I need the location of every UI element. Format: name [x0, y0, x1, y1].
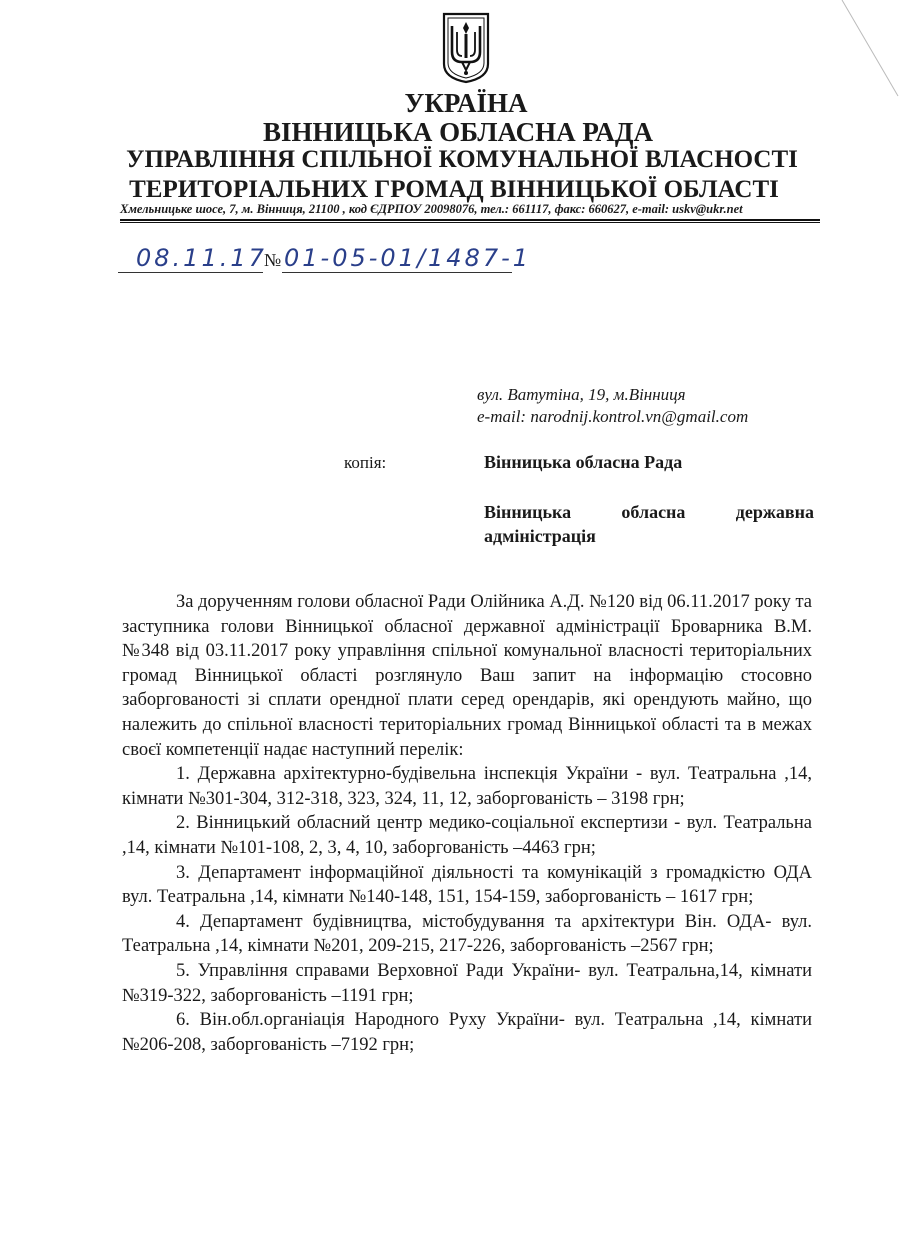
- addressee-email: e-mail: narodnij.kontrol.vn@gmail.com: [477, 407, 749, 426]
- header-department-line2: ТЕРИТОРІАЛЬНИХ ГРОМАД ВІННИЦЬКОЇ ОБЛАСТІ: [129, 176, 779, 203]
- copy-recipient-council: Вінницька обласна Рада: [484, 452, 683, 472]
- registration-date: 08.11.17: [136, 244, 267, 272]
- header-divider: [120, 222, 820, 223]
- debtor-item: 3. Департамент інформаційної діяльності та комунікацій з громадкістю ОДА вул. Театральна ,14, кімнати №140-148, 151, 154-159, заборгованість – 1617 грн;: [122, 862, 812, 908]
- header-contacts: Хмельницьке шосе, 7, м. Вінниця, 21100 , код ЄДРПОУ 20098076, тел.: 661117, факс: 660627, e-mail: uskv@ukr.net: [120, 202, 820, 221]
- header-council: ВІННИЦЬКА ОБЛАСНА РАДА: [262, 117, 653, 147]
- debtor-item: 2. Вінницький обласний центр медико-соціальної експертизи - вул. Театральна ,14, кімнати №101-108, 2, 3, 4, 10, заборгованість –4463 грн;: [122, 813, 812, 858]
- debtor-item: 5. Управління справами Верховної Ради України- вул. Театральна,14, кімнати №319-322, заборгованість –1191 грн;: [122, 960, 812, 1006]
- copy-recipient-administration-line2: адміністрація: [484, 526, 596, 546]
- addressee-block: [477, 384, 748, 428]
- trident-coat-of-arms-icon: [440, 12, 492, 84]
- registration-number-line: [282, 272, 512, 273]
- registration-date-line: [118, 272, 263, 273]
- debtor-item: 6. Він.обл.органіація Народного Руху України- вул. Театральна ,14, кімнати №206-208, заборгованість –7192 грн;: [122, 1010, 812, 1055]
- registration-number: 01-05-01/1487-1: [284, 244, 532, 272]
- header-country: УКРАЇНА: [404, 88, 528, 118]
- debtor-item: 1. Державна архітектурно-будівельна інспекція України - вул. Театральна ,14, кімнати №301-304, 312-318, 323, 324, 11, 12, заборгованість – 3198 грн;: [122, 764, 812, 809]
- copy-label: копія:: [344, 453, 387, 472]
- letter-body: [122, 590, 812, 1057]
- body-intro-paragraph: За дорученням голови обласної Ради Олійника А.Д. №120 від 06.11.2017 року та заступника голови Вінницької обласної державної адміністрації Броварника В.М. №348 від 03.11.2017 року управління спільної комунальної власності територіальних громад Вінницької області розглянуло Ваш запит на інформацію стосовно заборгованості зі сплати орендної плати серед орендарів, які орендують майно, що належить до спільної власності територіальних громад Вінницької області та в межах своєї компетенції надає наступний перелік:: [122, 592, 812, 760]
- header-department-line1: УПРАВЛІННЯ СПІЛЬНОЇ КОМУНАЛЬНОЇ ВЛАСНОСТІ: [126, 146, 798, 173]
- debtor-item: 4. Департамент будівництва, містобудування та архітектури Він. ОДА- вул. Театральна ,14, кімнати №201, 209-215, 217-226, заборгованість –2567 грн;: [122, 911, 812, 957]
- copy-recipient-administration-line1: Вінницька обласна державна: [484, 502, 814, 522]
- addressee-street: вул. Ватутіна, 19, м.Вінниця: [477, 385, 686, 404]
- page-corner-fold: [840, 0, 900, 100]
- registration-number-label: №: [264, 250, 282, 270]
